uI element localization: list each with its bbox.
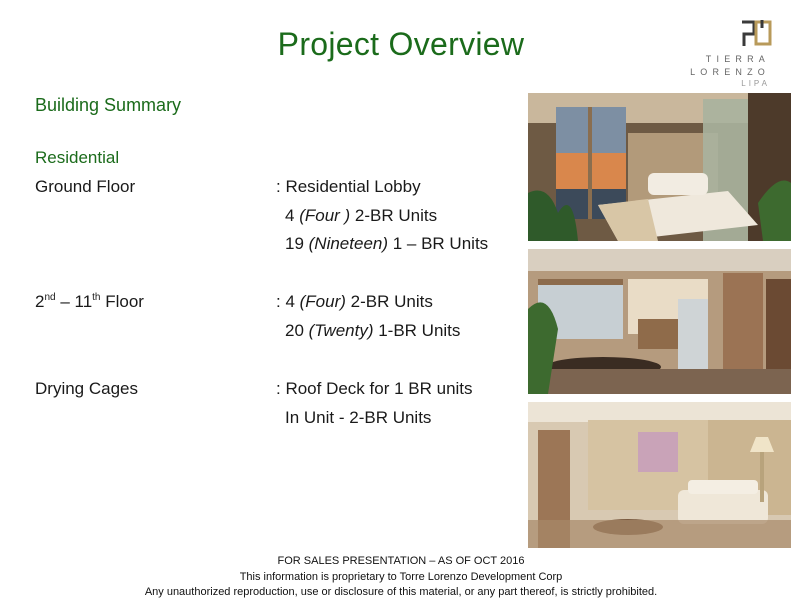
ground-floor-2br-units: 4 (Four ) 2-BR Units xyxy=(285,206,438,225)
upper-floors-label: 2nd – 11th Floor xyxy=(35,292,144,311)
footer-presentation-note: FOR SALES PRESENTATION – AS OF OCT 2016 xyxy=(277,555,525,567)
logo-text-line2: LORENZO xyxy=(690,67,770,77)
bedroom-photo xyxy=(528,93,791,241)
logo-text-line3: LIPA xyxy=(741,79,770,88)
residential-heading: Residential xyxy=(35,148,120,167)
building-summary-heading: Building Summary xyxy=(35,95,182,115)
living-room-photo xyxy=(528,402,791,548)
logo-text-line1: TIERRA xyxy=(705,54,770,64)
ground-floor-1br-units: 19 (Nineteen) 1 – BR Units xyxy=(285,234,489,253)
drying-cages-roof-deck: : Roof Deck for 1 BR units xyxy=(276,379,473,398)
kitchen-dining-photo xyxy=(528,249,791,394)
logo-mark-icon xyxy=(740,18,772,48)
ground-floor-lobby: : Residential Lobby xyxy=(276,177,421,196)
slide-title: Project Overview xyxy=(277,26,525,62)
upper-floors-2br-units: : 4 (Four) 2-BR Units xyxy=(276,292,433,311)
footer-disclaimer: Any unauthorized reproduction, use or disclosure of this material, or any part thereof, is strictly prohibited. xyxy=(144,586,658,598)
tierra-lorenzo-logo xyxy=(668,18,788,90)
ground-floor-label: Ground Floor xyxy=(35,177,136,196)
footer-proprietary-note: This information is proprietary to Torre Lorenzo Development Corp xyxy=(239,571,563,583)
drying-cages-label: Drying Cages xyxy=(35,379,138,398)
drying-cages-in-unit: In Unit - 2-BR Units xyxy=(285,408,432,427)
upper-floors-1br-units: 20 (Twenty) 1-BR Units xyxy=(285,321,461,340)
